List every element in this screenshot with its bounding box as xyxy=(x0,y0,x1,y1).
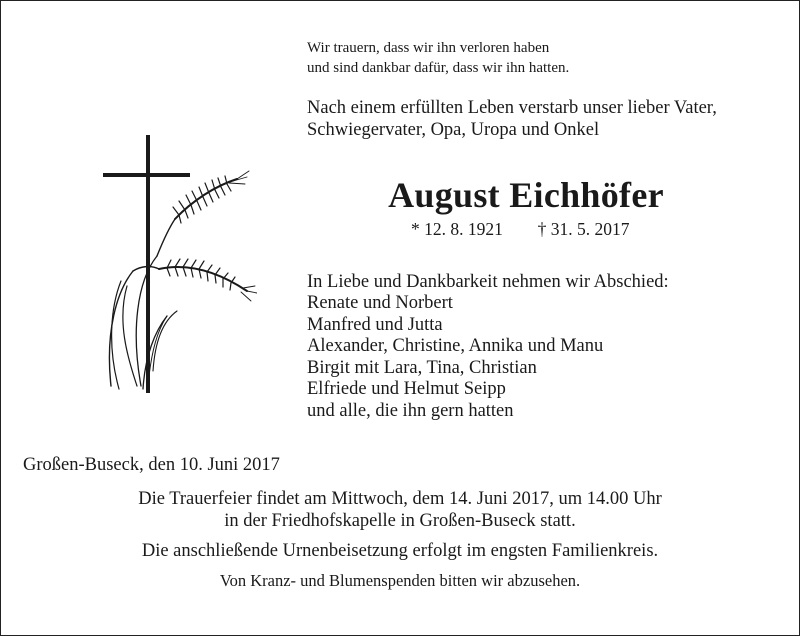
place-and-date: Großen-Buseck, den 10. Juni 2017 xyxy=(23,455,280,475)
mourners-intro: In Liebe und Dankbarkeit nehmen wir Abschied: xyxy=(307,272,669,292)
intro-text xyxy=(307,97,717,141)
mourner-line: Birgit mit Lara, Tina, Christian xyxy=(307,357,537,378)
mourner-line: Renate und Norbert xyxy=(307,293,453,313)
quote xyxy=(307,38,569,78)
mourner-line: Elfriede und Helmut Seipp xyxy=(307,379,506,399)
funeral-service-info xyxy=(1,488,799,532)
birth-date: * 12. 8. 1921 xyxy=(411,219,503,239)
mourners-list xyxy=(307,293,603,422)
service-line-2: in der Friedhofskapelle in Großen-Buseck statt. xyxy=(224,511,576,531)
quote-line-2: und sind dankbar dafür, dass wir ihn hatten. xyxy=(307,60,570,76)
mourner-line: Manfred und Jutta xyxy=(307,314,443,335)
intro-line-1: Nach einem erfüllten Leben verstarb unser lieber Vater, xyxy=(307,98,717,118)
flowers-note: Von Kranz- und Blumenspenden bitten wir abzusehen. xyxy=(219,571,581,590)
deceased-name: August Eichhöfer xyxy=(388,175,664,215)
mourner-line: und alle, die ihn gern hatten xyxy=(307,400,514,421)
intro-line-2: Schwiegervater, Opa, Uropa und Onkel xyxy=(307,120,600,140)
urn-burial-note: Die anschließende Urnenbeisetzung erfolgt im engsten Familienkreis. xyxy=(141,541,659,561)
mourner-line: Alexander, Christine, Annika und Manu xyxy=(307,336,604,356)
life-dates xyxy=(411,219,630,240)
death-date: † 31. 5. 2017 xyxy=(537,219,630,239)
quote-line-1: Wir trauern, dass wir ihn verloren haben xyxy=(307,40,550,56)
cross-with-wheat-icon xyxy=(97,131,257,396)
service-line-1: Die Trauerfeier findet am Mittwoch, dem 14. Juni 2017, um 14.00 Uhr xyxy=(138,489,662,509)
